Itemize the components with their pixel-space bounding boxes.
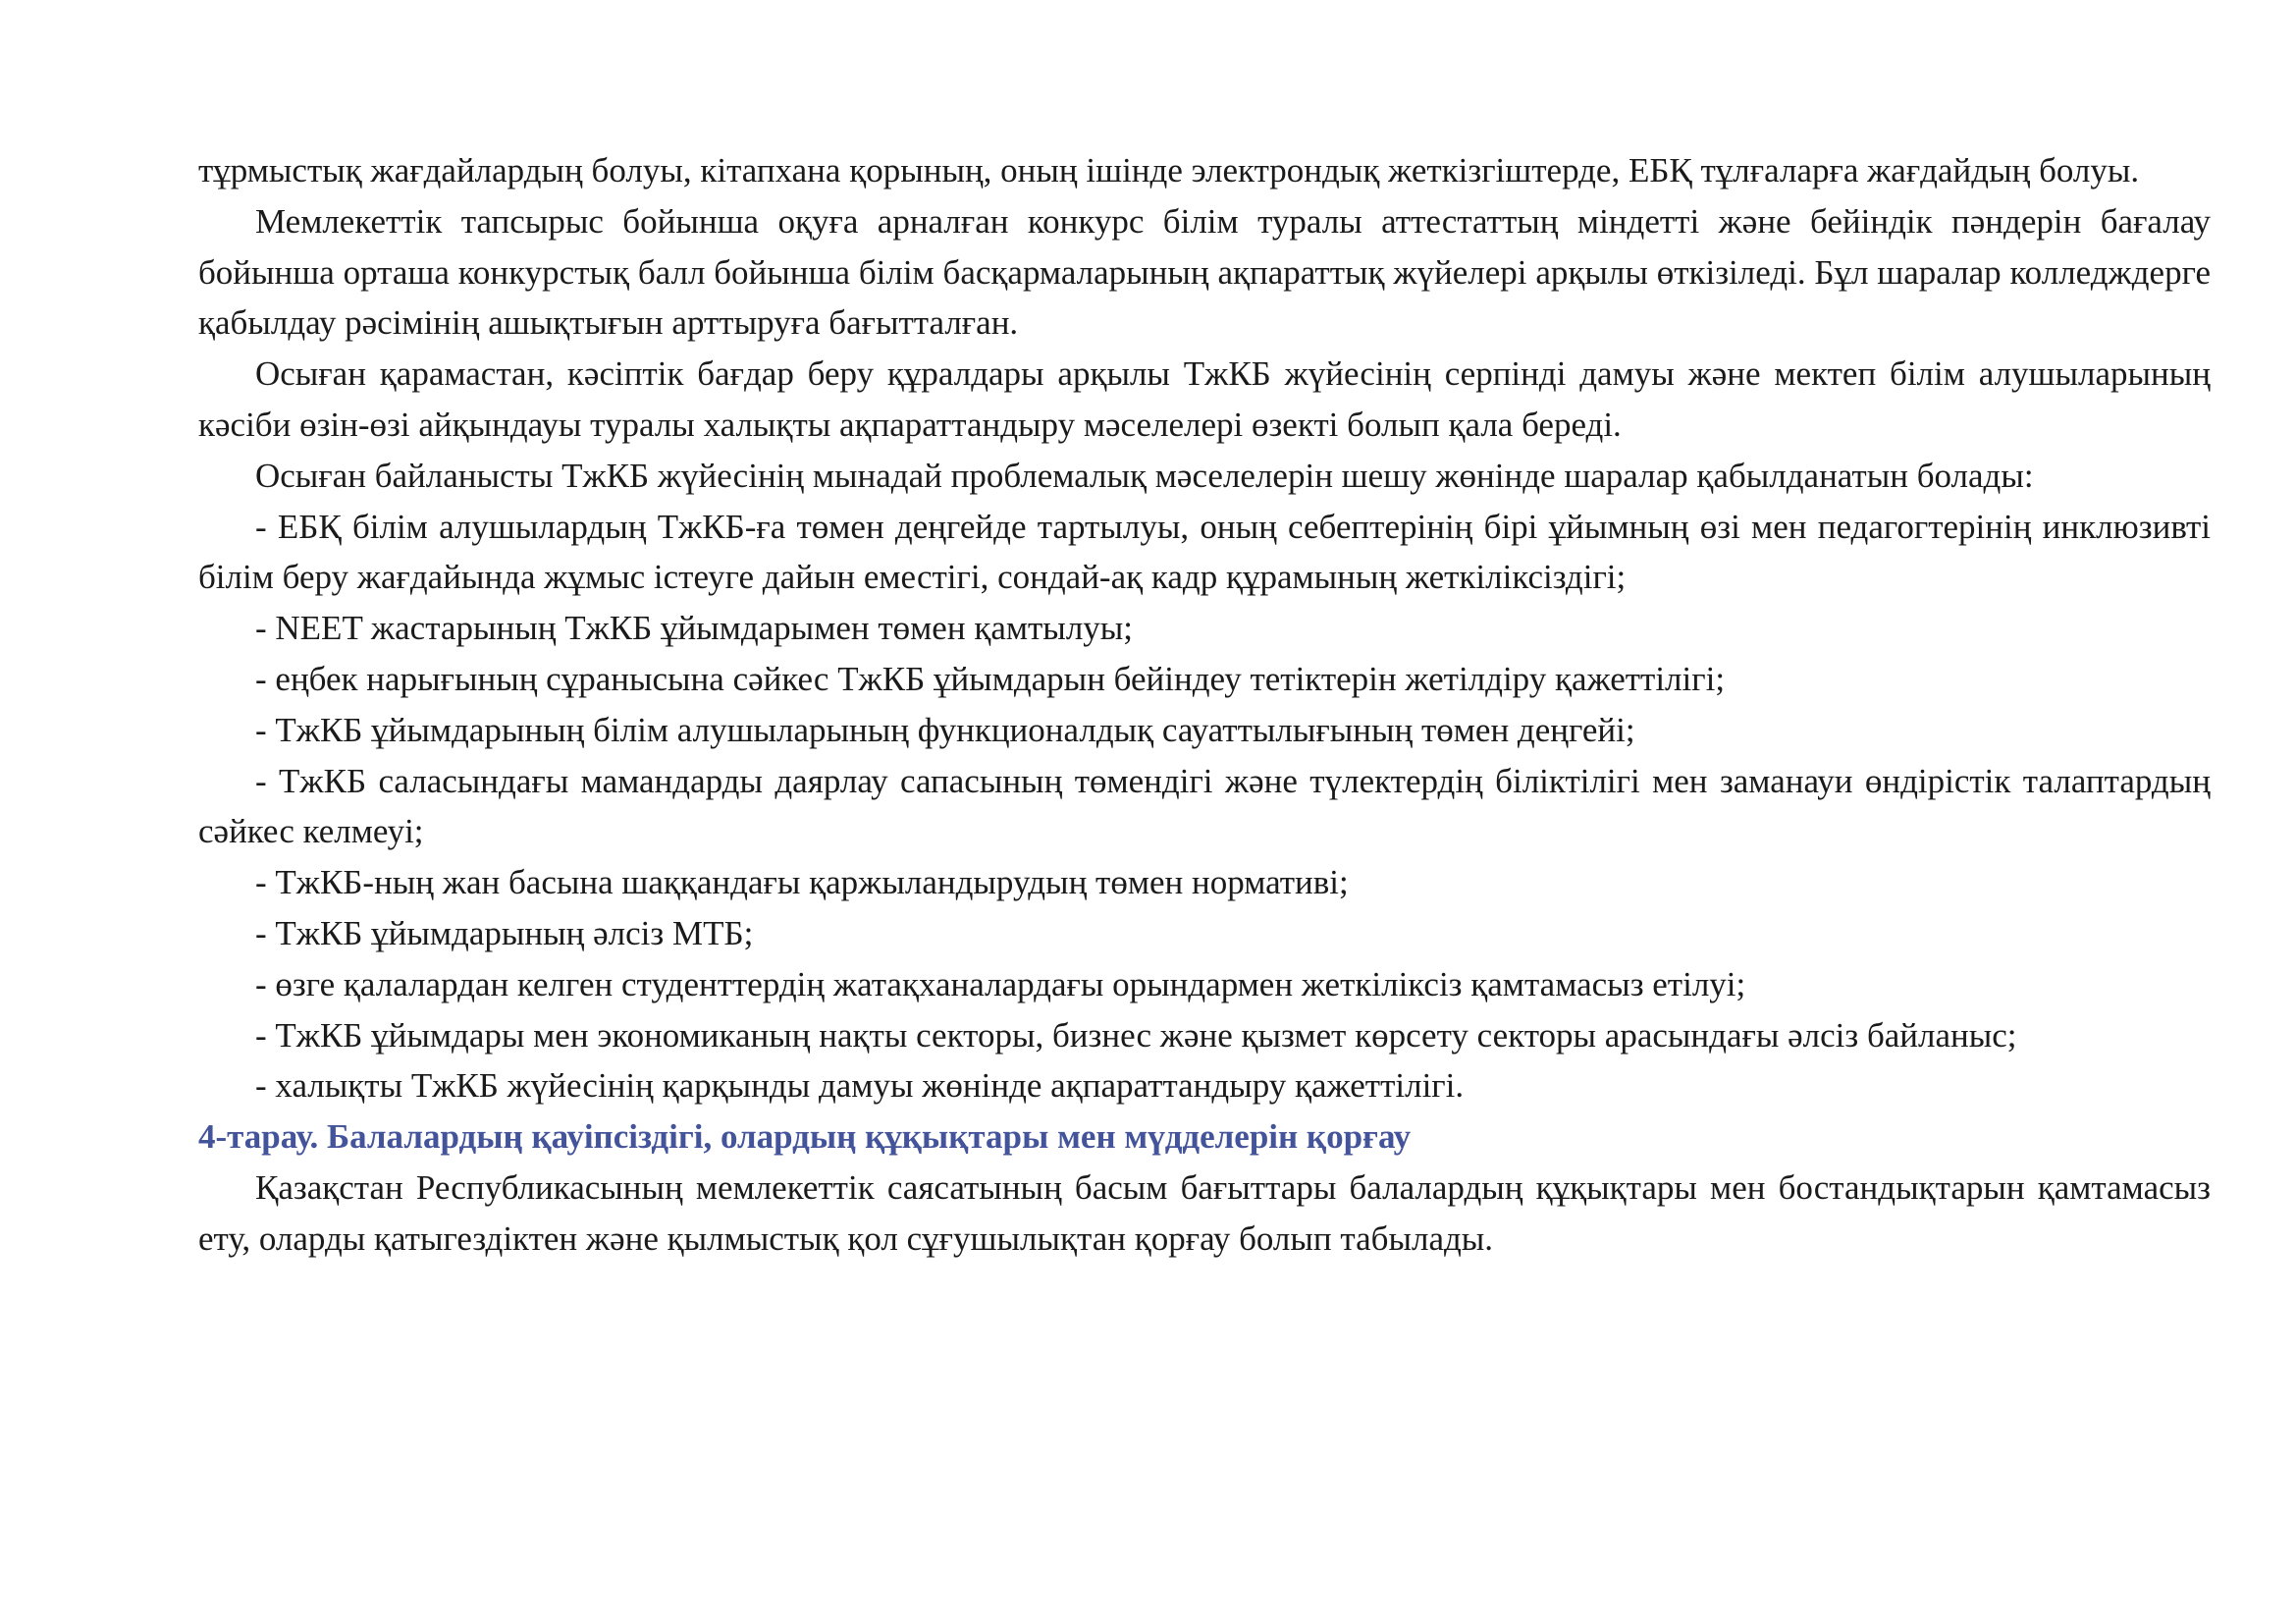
list-item: - ТжКБ саласындағы мамандарды даярлау сапасының төмендігі және түлектердің біліктілігі мен заманауи өндірістік талаптардың сәйкес келмеуі; xyxy=(198,761,2211,851)
list-item: - өзге қалалардан келген студенттердің жатақханалардағы орындармен жеткіліксіз қамтамасыз етілуі; xyxy=(255,964,1746,1003)
list-item: - еңбек нарығының сұранысына сәйкес ТжКБ ұйымдарын бейіндеу тетіктерін жетілдіру қажеттілігі; xyxy=(255,659,1726,698)
paragraph-competition: Мемлекеттік тапсырыс бойынша оқуға арналған конкурс білім туралы аттестаттың міндетті және бейіндік пәндерін бағалау бойынша орташа конкурстық балл бойынша білім басқармаларының ақпараттық жүйелері арқылы өткізіледі. Бұл шаралар колледждерге қабылдау рәсімінің ашықтығын арттыруға бағытталған. xyxy=(198,201,2211,343)
list-item: - ТжКБ ұйымдары мен экономиканың нақты секторы, бизнес және қызмет көрсету секторы арасындағы әлсіз байланыс; xyxy=(255,1015,2017,1055)
list-item: - ЕБҚ білім алушылардың ТжКБ-ға төмен деңгейде тартылуы, оның себептерінің бірі ұйымның өзі мен педагогтерінің инклюзивті білім беру жағдайында жұмыс істеуге дайын еместігі, сондай-ақ кадр құрамының жеткіліксіздігі; xyxy=(198,507,2211,597)
section-heading: 4-тарау. Балалардың қауіпсіздігі, олардың құқықтары мен мүдделерін қорғау xyxy=(198,1117,1412,1157)
list-item: - ТжКБ ұйымдарының әлсіз МТБ; xyxy=(255,913,754,952)
continuation-paragraph: тұрмыстық жағдайлардың болуы, кітапхана қорының, оның ішінде электрондық жеткізгіштерде, ЕБҚ тұлғаларға жағдайдың болуы. xyxy=(198,151,2140,189)
list-item: - халықты ТжКБ жүйесінің қарқынды дамуы жөнінде ақпараттандыру қажеттілігі. xyxy=(255,1066,1465,1106)
list-item: - ТжКБ ұйымдарының білім алушыларының функционалдық сауаттылығының төмен деңгейі; xyxy=(255,710,1635,749)
list-item: - NEET жастарының ТжКБ ұйымдарымен төмен қамтылуы; xyxy=(255,609,1134,648)
closing-paragraph: Қазақстан Республикасының мемлекеттік саясатының басым бағыттары балалардың құқықтары мен бостандықтарын қамтамасыз ету, оларды қатыгездіктен және қылмыстық қол сұғушылықтан қорғау болып табылады. xyxy=(198,1167,2211,1258)
document-page xyxy=(198,145,2211,1265)
paragraph-measures-intro: Осыған байланысты ТжКБ жүйесінің мынадай проблемалық мәселелерін шешу жөнінде шаралар қабылданатын болады: xyxy=(255,456,2034,495)
paragraph-career-guidance: Осыған қарамастан, кәсіптік бағдар беру құралдары арқылы ТжКБ жүйесінің серпінді дамуы және мектеп білім алушыларының кәсіби өзін-өзі айқындауы туралы халықты ақпараттандыру мәселелері өзекті болып қала береді. xyxy=(198,354,2211,444)
list-item: - ТжКБ-ның жан басына шаққандағы қаржыландырудың төмен нормативі; xyxy=(255,863,1349,902)
